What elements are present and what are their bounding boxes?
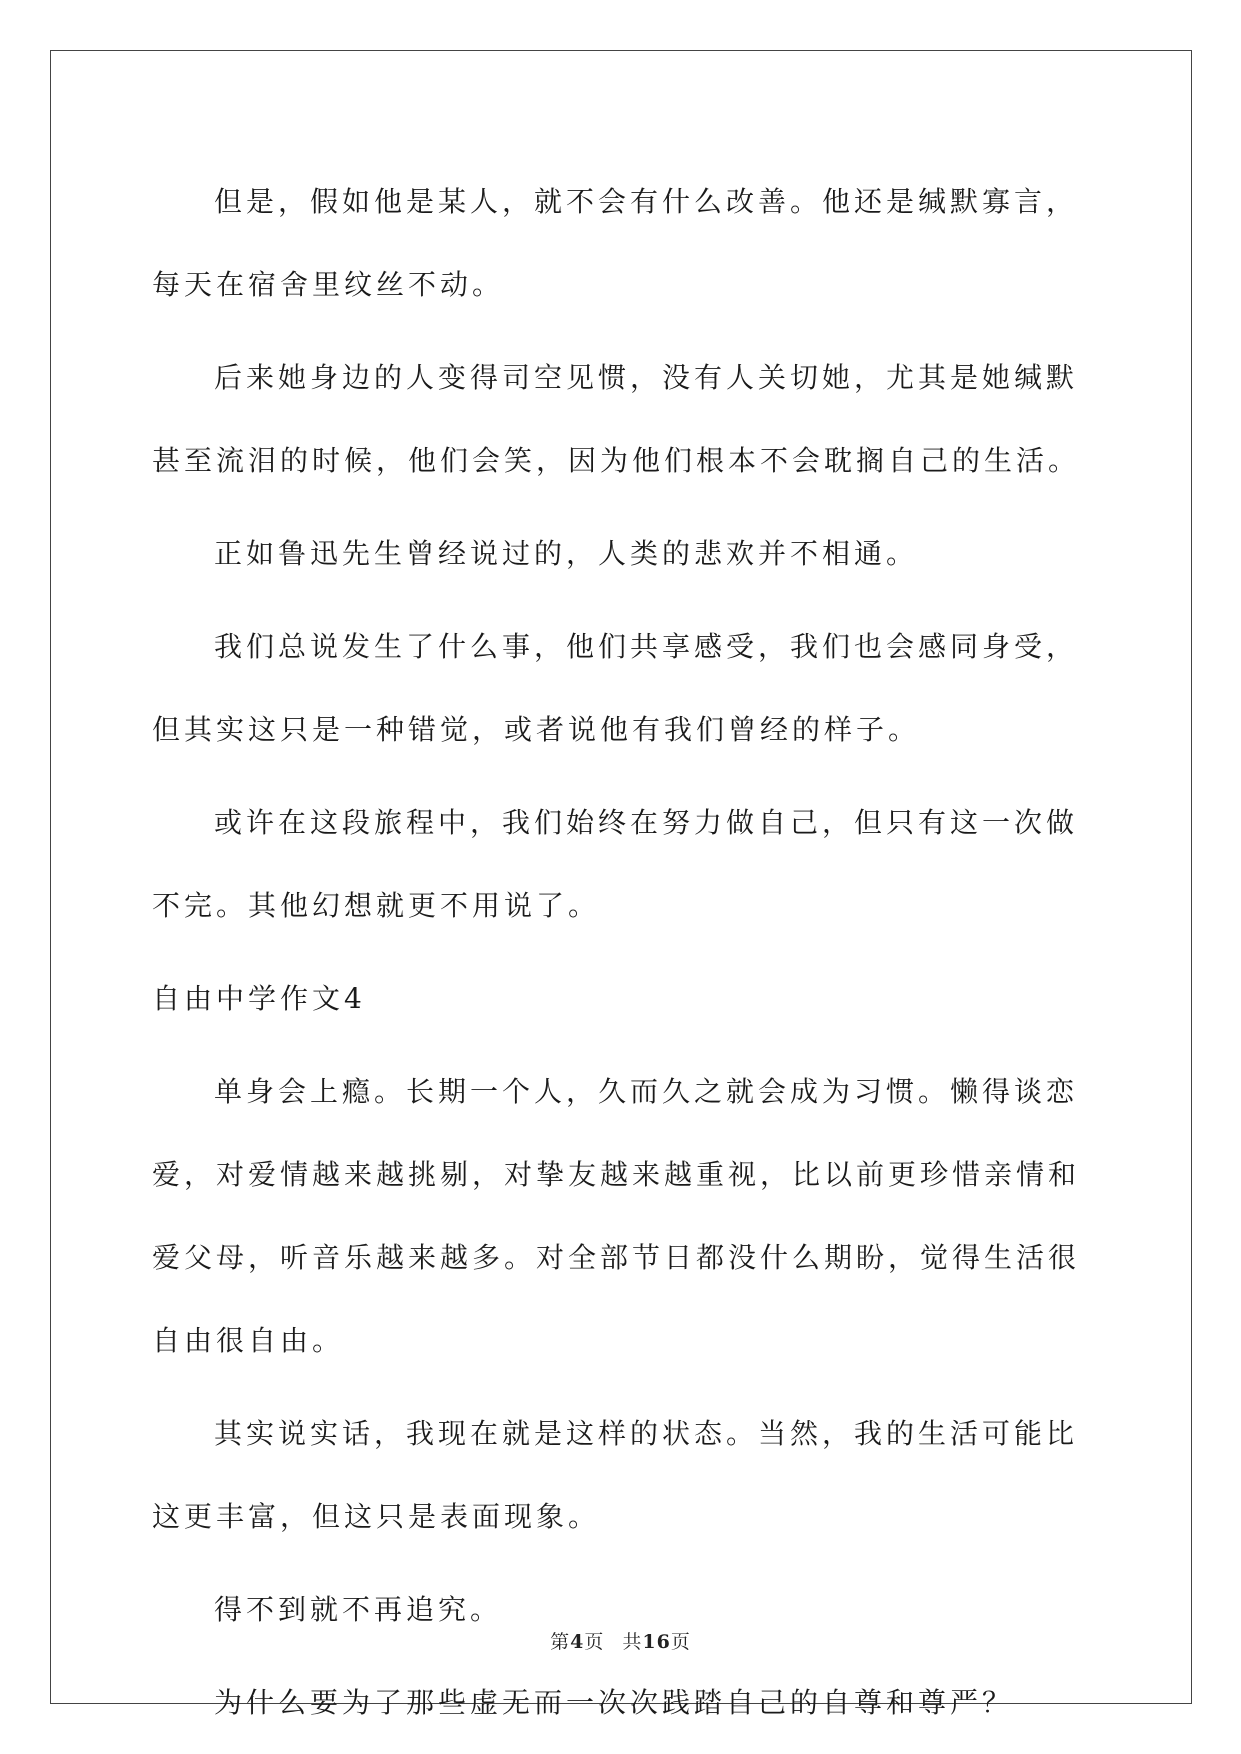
footer-total-suffix: 页	[670, 1631, 691, 1653]
footer-total-prefix: 共	[622, 1631, 643, 1653]
paragraph: 我们总说发生了什么事，他们共享感受，我们也会感同身受，但其实这只是一种错觉，或者说他有我们曾经的样子。	[152, 630, 1079, 746]
footer-prefix: 第	[550, 1631, 571, 1653]
paragraph: 后来她身边的人变得司空见惯，没有人关切她，尤其是她缄默甚至流泪的时候，他们会笑，因为他们根本不会耽搁自己的生活。	[152, 361, 1081, 477]
paragraph: 得不到就不再追究。	[214, 1593, 503, 1626]
paragraph: 为什么要为了那些虚无而一次次践踏自己的自尊和尊严？	[214, 1686, 1015, 1719]
current-page-number: 4	[570, 1631, 585, 1653]
document-body	[152, 160, 1092, 1754]
paragraph: 但是，假如他是某人，就不会有什么改善。他还是缄默寡言，每天在宿舍里纹丝不动。	[152, 185, 1079, 301]
paragraph: 单身会上瘾。长期一个人，久而久之就会成为习惯。懒得谈恋爱，对爱情越来越挑剔，对挚友越来越重视，比以前更珍惜亲情和爱父母，听音乐越来越多。对全部节日都没什么期盼，觉得生活很自由很自由。	[152, 1075, 1081, 1357]
paragraph: 或许在这段旅程中，我们始终在努力做自己，但只有这一次做不完。其他幻想就更不用说了。	[152, 806, 1079, 922]
footer-page-suffix: 页	[584, 1631, 605, 1653]
paragraph: 其实说实话，我现在就是这样的状态。当然，我的生活可能比这更丰富，但这只是表面现象。	[152, 1417, 1079, 1533]
paragraph: 正如鲁迅先生曾经说过的，人类的悲欢并不相通。	[214, 537, 919, 570]
page-footer	[0, 1627, 1241, 1654]
total-page-number: 16	[642, 1631, 671, 1653]
section-heading: 自由中学作文4	[152, 982, 366, 1015]
